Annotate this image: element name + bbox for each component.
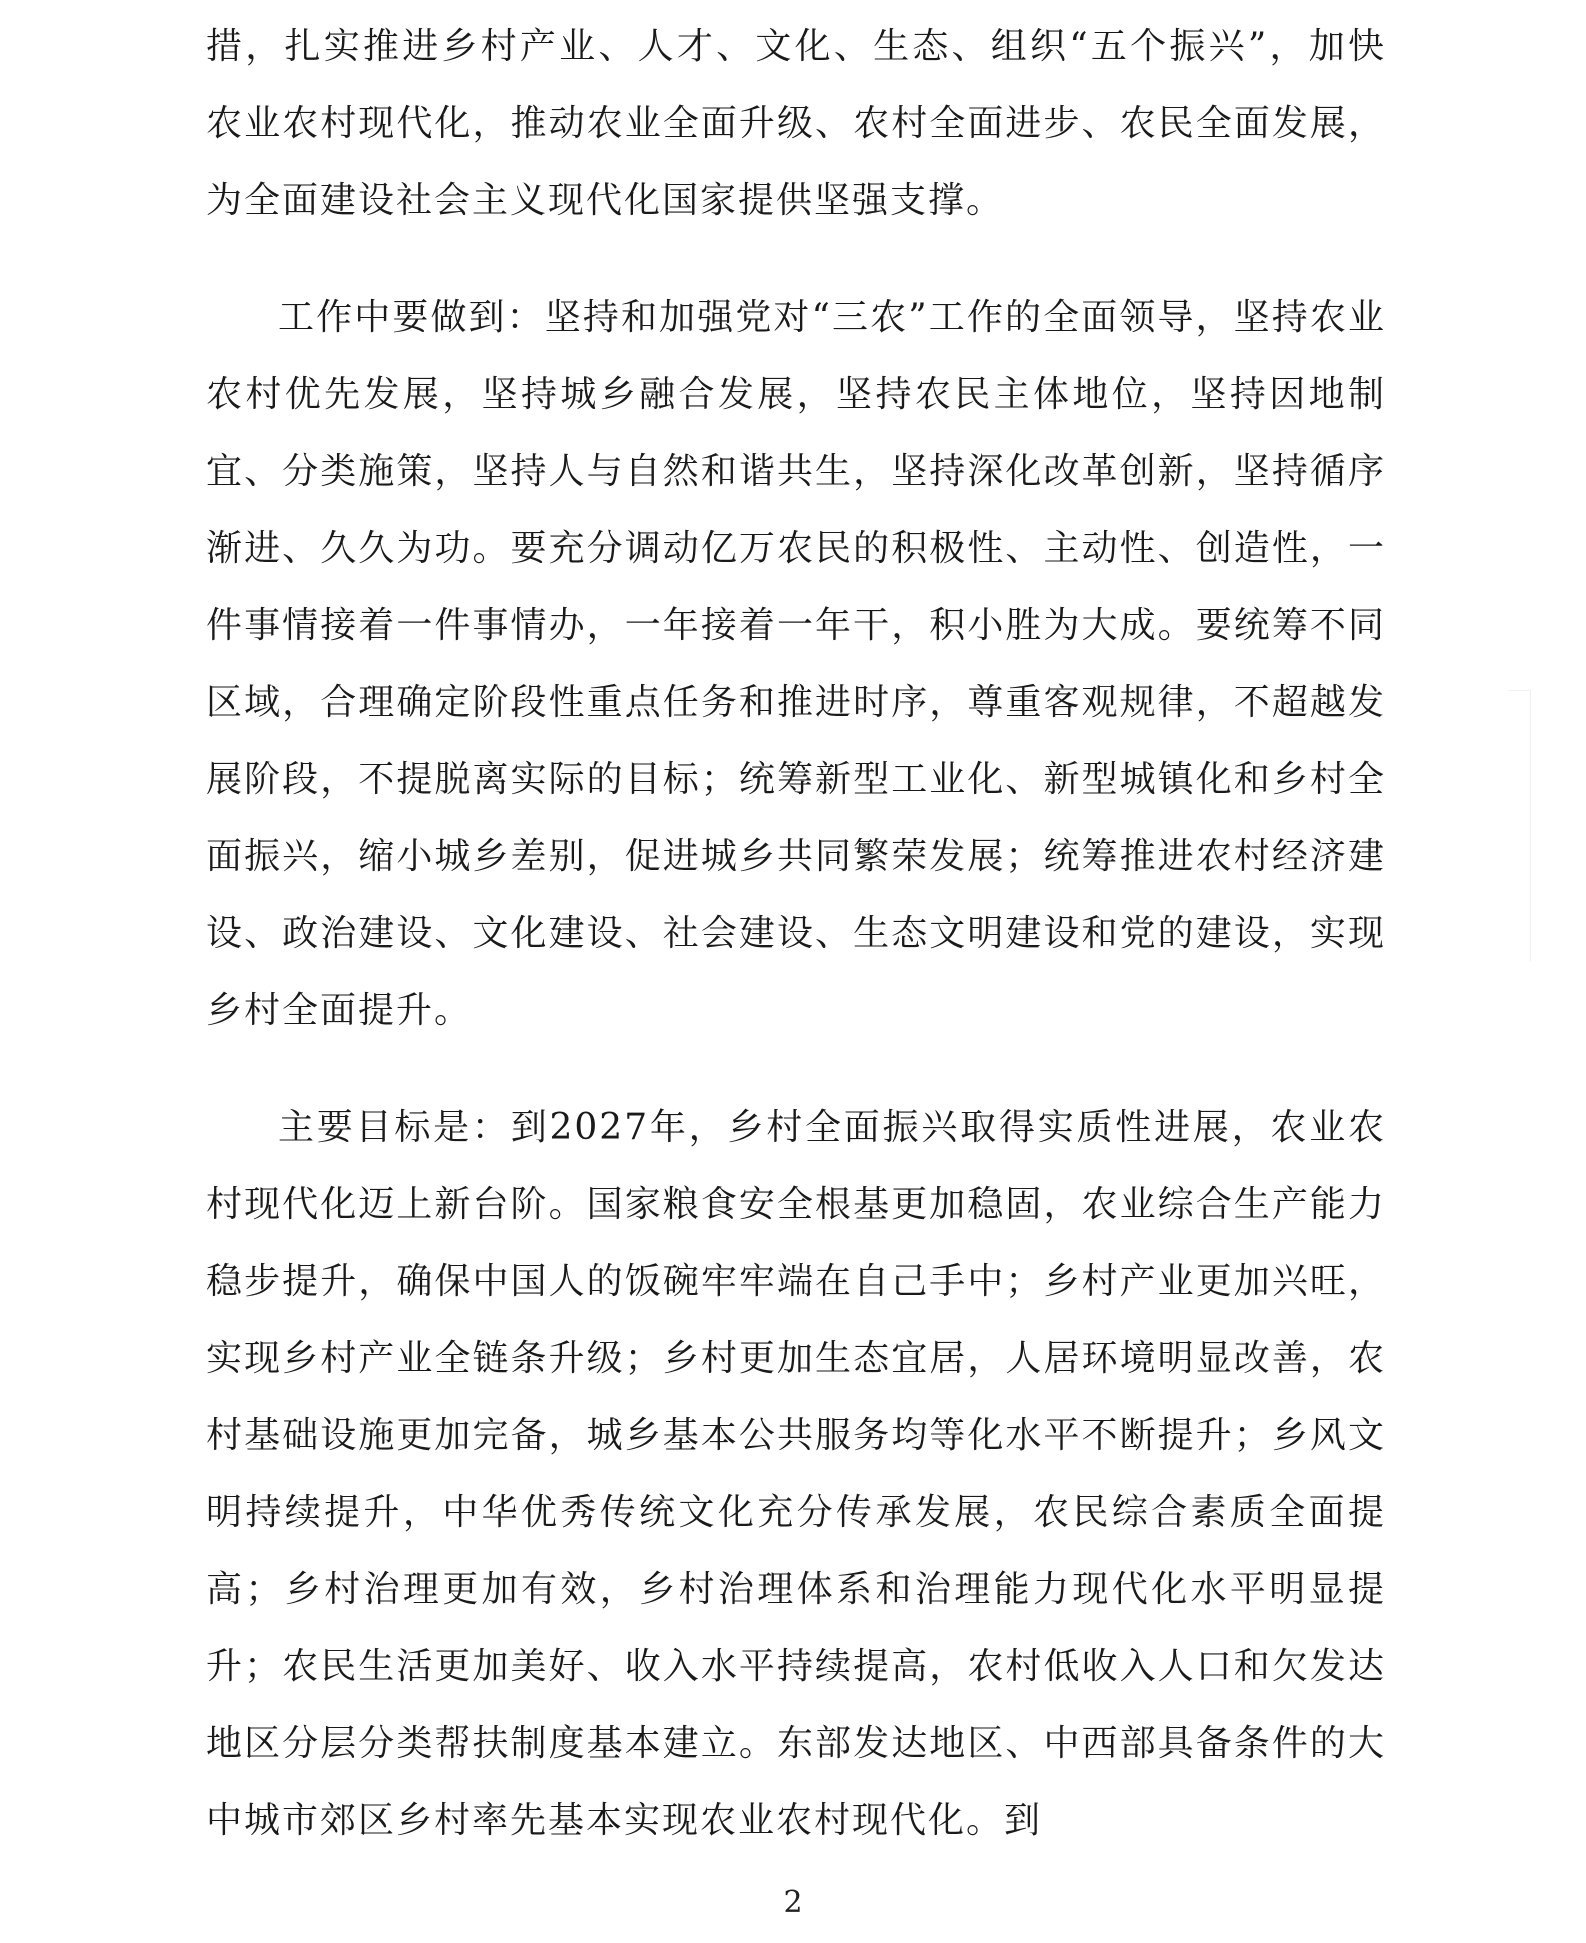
scroll-edge-shadow: [1508, 690, 1531, 961]
paragraph-work-requirements: 工作中要做到：坚持和加强党对“三农”工作的全面领导，坚持农业农村优先发展，坚持城乡融合发展，坚持农民主体地位，坚持因地制宜、分类施策，坚持人与自然和谐共生，坚持深化改革创新，坚持循序渐进、久久为功。要充分调动亿万农民的积极性、主动性、创造性，一件事情接着一件事情办，一年接着一年干，积小胜为大成。要统筹不同区域，合理确定阶段性重点任务和推进时序，尊重客观规律，不超越发展阶段，不提脱离实际的目标；统筹新型工业化、新型城镇化和乡村全面振兴，缩小城乡差别，促进城乡共同繁荣发展；统筹推进农村经济建设、政治建设、文化建设、社会建设、生态文明建设和党的建设，实现乡村全面提升。: [206, 297, 1386, 1031]
paragraph-continuation: 措，扎实推进乡村产业、人才、文化、生态、组织“五个振兴”，加快农业农村现代化，推动农业全面升级、农村全面进步、农民全面发展，为全面建设社会主义现代化国家提供坚强支撑。: [206, 26, 1386, 221]
paragraph-main-goals: 主要目标是：到2027年，乡村全面振兴取得实质性进展，农业农村现代化迈上新台阶。国家粮食安全根基更加稳固，农业综合生产能力稳步提升，确保中国人的饭碗牢牢端在自己手中；乡村产业更加兴旺，实现乡村产业全链条升级；乡村更加生态宜居，人居环境明显改善，农村基础设施更加完备，城乡基本公共服务均等化水平不断提升；乡风文明持续提升，中华优秀传统文化充分传承发展，农民综合素质全面提高；乡村治理更加有效，乡村治理体系和治理能力现代化水平明显提升；农民生活更加美好、收入水平持续提高，农村低收入人口和欠发达地区分层分类帮扶制度基本建立。东部发达地区、中西部具备条件的大中城市郊区乡村率先基本实现农业农村现代化。到: [206, 1107, 1386, 1841]
document-page: [206, 8, 1386, 1859]
page-number: 2: [783, 1885, 803, 1920]
